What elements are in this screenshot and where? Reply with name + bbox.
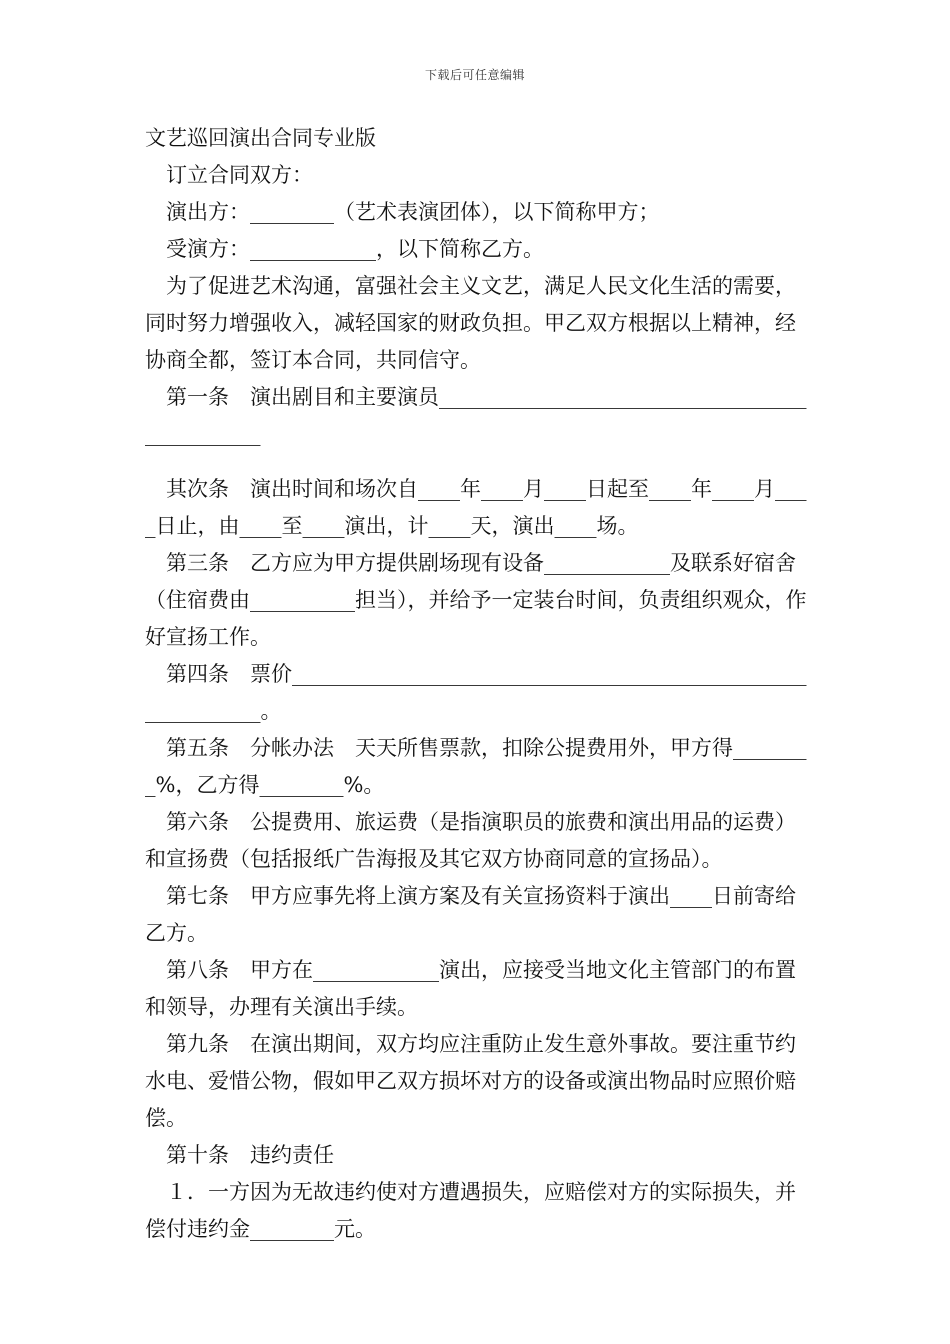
article-2: 其次条 演出时间和场次自____年____月____日起至____年____月____日止，由____至____演出，计____天，演出____场。 xyxy=(145,477,807,538)
article-6: 第六条 公提费用、旅运费（是指演职员的旅费和演出用品的运费）和宣扬费（包括报纸广告海报及其它双方协商同意的宣扬品）。 xyxy=(145,810,796,871)
performer-party-line: 演出方：________（艺术表演团体），以下简称甲方； xyxy=(166,200,660,224)
receiver-party-line: 受演方：____________，以下简称乙方。 xyxy=(166,237,544,261)
contract-body xyxy=(145,120,810,1248)
document-title: 文艺巡回演出合同专业版 xyxy=(145,126,376,150)
article-8: 第八条 甲方在____________演出，应接受当地文化主管部门的布置和领导，办理有关演出手续。 xyxy=(145,958,796,1019)
preamble-paragraph: 为了促进艺术沟通，富强社会主义文艺，满足人民文化生活的需要，同时努力增强收入，减轻国家的财政负担。甲乙双方根据以上精神，经协商全都，签订本合同，共同信守。 xyxy=(145,274,796,372)
article-10-heading: 第十条 违约责任 xyxy=(166,1143,334,1167)
article-7: 第七条 甲方应事先将上演方案及有关宣扬资料于演出____日前寄给乙方。 xyxy=(145,884,796,945)
article-10-item-1: １．一方因为无故违约使对方遭遇损失，应赔偿对方的实际损失，并偿付违约金________元。 xyxy=(145,1180,796,1241)
article-3: 第三条 乙方应为甲方提供剧场现有设备____________及联系好宿舍（住宿费由__________担当），并给予一定装台时间，负责组织观众，作好宣扬工作。 xyxy=(145,551,807,649)
parties-intro: 订立合同双方： xyxy=(166,163,313,187)
article-5: 第五条 分帐办法 天天所售票款，扣除公提费用外，甲方得________%，乙方得________%。 xyxy=(145,736,807,797)
page-header-note: 下载后可任意编辑 xyxy=(424,68,525,82)
article-4: 第四条 票价____________________________________________________________。 xyxy=(145,662,807,723)
article-1: 第一条 演出剧目和主要演员______________________________________________ xyxy=(145,385,807,446)
article-9: 第九条 在演出期间，双方均应注重防止发生意外事故。要注重节约水电、爱惜公物，假如甲乙双方损坏对方的设备或演出物品时应照价赔偿。 xyxy=(145,1032,796,1130)
